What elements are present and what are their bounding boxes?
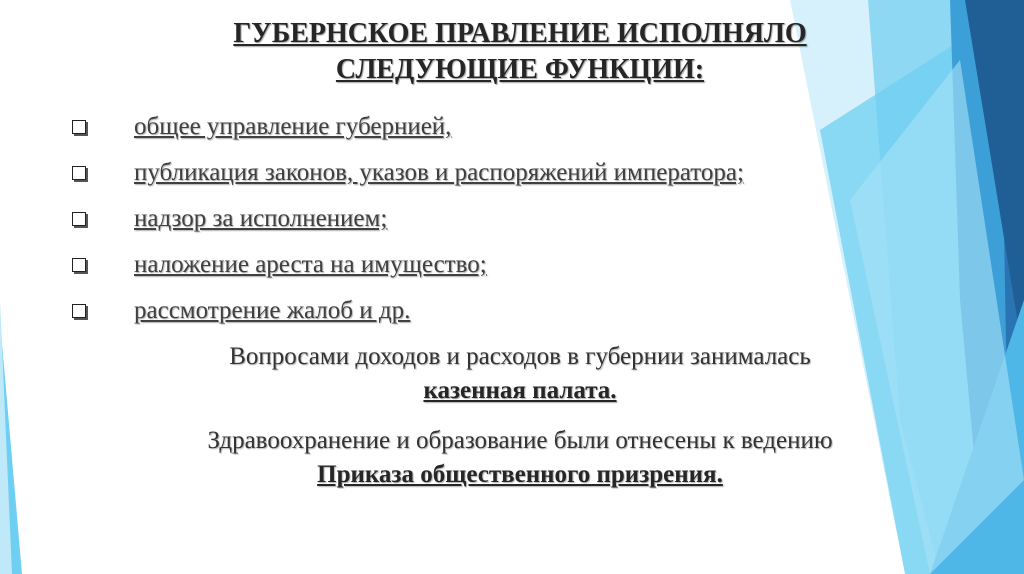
title-line-1: ГУБЕРНСКОЕ ПРАВЛЕНИЕ ИСПОЛНЯЛО xyxy=(233,18,807,49)
list-item xyxy=(72,104,744,150)
list-item xyxy=(72,242,744,288)
list-item-text: публикация законов, указов и распоряжений императора; xyxy=(134,159,744,186)
checkbox-bullet-icon xyxy=(72,258,86,272)
checkbox-bullet-icon xyxy=(72,212,86,226)
list-item-text: рассмотрение жалоб и др. xyxy=(134,297,411,324)
title-line-2: СЛЕДУЮЩИЕ ФУНКЦИИ: xyxy=(335,54,705,85)
finance-paragraph-bold: казенная палата. xyxy=(423,377,617,404)
health-education-paragraph-bold: Приказа общественного призрения. xyxy=(317,461,723,488)
checkbox-bullet-icon xyxy=(72,304,86,318)
health-education-paragraph xyxy=(130,424,910,492)
left-accent-shape-light xyxy=(0,300,12,574)
finance-paragraph xyxy=(130,340,910,408)
health-education-paragraph-text: Здравоохранение и образование были отнесены к ведению xyxy=(207,427,833,454)
list-item xyxy=(72,196,744,242)
checkbox-bullet-icon xyxy=(72,166,86,180)
list-item-text: общее управление губернией, xyxy=(134,113,452,140)
function-list xyxy=(72,104,744,334)
list-item xyxy=(72,150,744,196)
list-item xyxy=(72,288,744,334)
finance-paragraph-text: Вопросами доходов и расходов в губернии занималась xyxy=(229,343,811,370)
checkbox-bullet-icon xyxy=(72,120,86,134)
slide-title xyxy=(150,16,890,88)
list-item-text: наложение ареста на имущество; xyxy=(134,251,487,278)
list-item-text: надзор за исполнением; xyxy=(134,205,388,232)
